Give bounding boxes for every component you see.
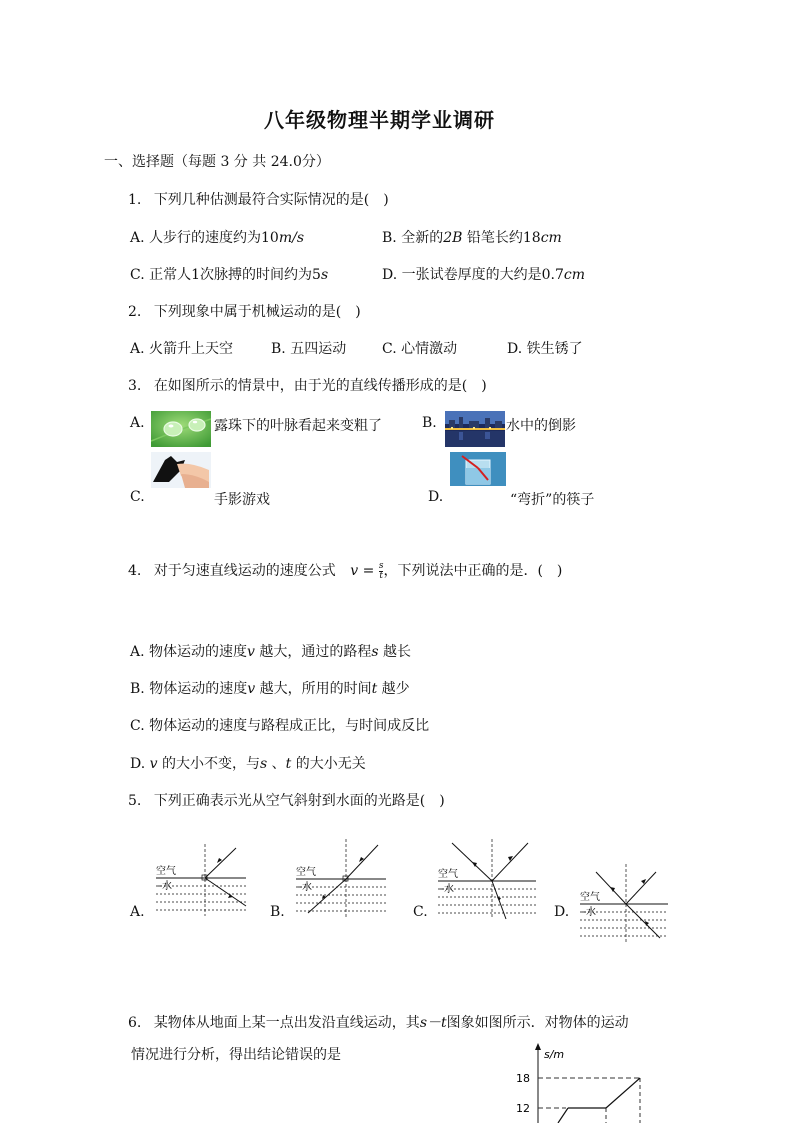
option-letter: B. [130,681,145,697]
q5-diagram-b [290,835,390,920]
option-variable: v [149,756,158,772]
q5-option-d-letter[interactable]: D. [554,904,570,920]
option-text: 越大，所用的时间 [259,681,372,697]
option-letter: C. [130,718,145,734]
q4-option-a[interactable] [130,641,411,661]
q3-option-b-letter[interactable]: B. [422,415,437,431]
y-axis-label: s/m [544,1048,565,1061]
q5-diagram-a [150,840,250,920]
formula-numerator: s [378,560,384,571]
q3-option-a-letter[interactable]: A. [130,415,145,431]
question-4 [128,560,562,581]
option-variable: v [247,644,255,660]
q2-option-b[interactable] [271,338,346,358]
option-variable: s [260,756,268,772]
q2-option-a[interactable] [130,338,233,358]
q3-option-c-letter[interactable]: C. [130,489,145,505]
question-stem: 某物体从地面上某一点出发沿直线运动，其 [153,1015,420,1031]
section-heading: 一、选择题（每题 3 分 共 24.0分） [104,154,330,170]
equals-sign: = [358,563,379,579]
option-letter: A. [130,230,145,246]
question-stem: 下列几种估测最符合实际情况的是( ) [153,192,389,208]
st-graph [510,1040,660,1123]
option-unit: cm [563,267,586,283]
option-text: 次脉搏的时间约为 [200,267,313,283]
option-letter: D. [130,756,146,772]
q5-diagram-c [432,835,542,920]
option-text: 越少 [381,681,410,697]
hand-shadow-image [151,452,211,488]
q1-option-d[interactable] [382,264,585,284]
question-number: 1. [128,192,142,208]
option-unit: m/s [278,230,305,246]
option-text: 物体运动的速度 [149,644,248,660]
option-separator: 、 [271,756,286,772]
question-number: 2. [128,304,142,320]
q1-option-b[interactable] [382,227,562,247]
option-letter: B. [271,341,286,357]
option-text: 铁生锈了 [526,341,583,357]
formula-lhs: v [350,563,359,579]
option-text: 铅笔长约 [466,230,523,246]
question-number: 3. [128,378,142,394]
option-letter: C. [130,267,145,283]
option-value: 0.7 [541,267,564,283]
option-text: 一张试卷厚度的大约是 [401,267,542,283]
question-stem: 下列现象中属于机械运动的是( ) [153,304,361,320]
q1-option-c[interactable] [130,264,328,284]
q4-option-c[interactable] [130,715,429,735]
option-value: 2B [443,230,463,246]
page-title: 八年级物理半期学业调研 [264,108,495,132]
option-text: 的大小不变，与 [162,756,261,772]
question-6 [128,1012,629,1032]
q5-option-a-letter[interactable]: A. [130,904,145,920]
question-number: 5. [128,793,142,809]
water-label: 水 [302,882,312,893]
air-label: 空气 [580,892,600,903]
air-label: 空气 [438,869,458,880]
tick-label-12: 12 [516,1102,530,1115]
question-3 [128,375,487,395]
q5-diagram-d [574,860,674,945]
option-text: 全新的 [401,230,444,246]
option-text: 心情激动 [401,341,458,357]
option-letter: B. [382,230,397,246]
option-text: 物体运动的速度 [149,681,248,697]
question-expression: s－t [419,1015,447,1031]
q5-option-c-letter[interactable]: C. [413,904,428,920]
option-value: 10 [261,230,279,246]
option-letter: A. [130,341,145,357]
question-stem: 下列正确表示光从空气斜射到水面的光路是( ) [153,793,445,809]
option-text: 物体运动的速度与路程成正比，与时间成反比 [149,718,430,734]
question-2 [128,301,361,321]
option-text: 人步行的速度约为 [149,230,262,246]
question-number: 4. [128,563,142,579]
tick-label-18: 18 [516,1072,530,1085]
q5-option-b-letter[interactable]: B. [270,904,285,920]
question-stem: 对于匀速直线运动的速度公式 [153,563,336,579]
option-text: 越大，通过的路程 [259,644,372,660]
water-label: 水 [586,907,596,918]
question-stem-tail: ，下列说法中正确的是．( ) [383,563,563,579]
option-variable: t [285,756,292,772]
option-letter: A. [130,644,145,660]
option-value: 1 [191,267,201,283]
dew-leaf-image [151,411,211,447]
water-label: 水 [444,884,454,895]
bent-chopsticks-image [450,452,506,486]
option-unit: s [320,267,329,283]
q2-option-c[interactable] [382,338,457,358]
option-text: 越长 [383,644,412,660]
option-letter: D. [507,341,523,357]
question-5 [128,790,445,810]
q4-option-d[interactable] [130,753,366,773]
air-label: 空气 [296,867,316,878]
question-stem: 在如图所示的情景中，由于光的直线传播形成的是( ) [153,378,487,394]
option-value: 18 [522,230,541,246]
q3-option-c-text: 手影游戏 [214,492,270,508]
q1-option-a[interactable] [130,227,304,247]
q4-option-b[interactable] [130,678,410,698]
option-unit: cm [540,230,562,246]
option-text: 的大小无关 [295,756,366,772]
option-value: 5 [312,267,321,283]
q3-option-b-text: 水中的倒影 [506,418,576,434]
option-text: 五四运动 [290,341,347,357]
q2-option-d[interactable] [507,338,583,358]
question-6-line-2: 情况进行分析，得出结论错误的是 [131,1047,341,1063]
air-label: 空气 [156,866,176,877]
q3-option-d-text: “弯折”的筷子 [510,492,595,508]
option-text: 火箭升上天空 [149,341,234,357]
option-text: 正常人 [149,267,192,283]
option-variable: s [371,644,379,660]
option-letter: C. [382,341,397,357]
option-variable: v [247,681,256,697]
question-number: 6. [128,1015,142,1031]
water-reflection-image [445,411,505,447]
question-1 [128,189,389,209]
q3-option-d-letter[interactable]: D. [428,489,444,505]
water-label: 水 [162,881,172,892]
question-stem-tail: 图象如图所示．对物体的运动 [446,1015,629,1031]
q3-option-a-text: 露珠下的叶脉看起来变粗了 [214,418,382,434]
formula-denominator: t [379,570,383,581]
option-letter: D. [382,267,398,283]
option-variable: t [371,681,378,697]
